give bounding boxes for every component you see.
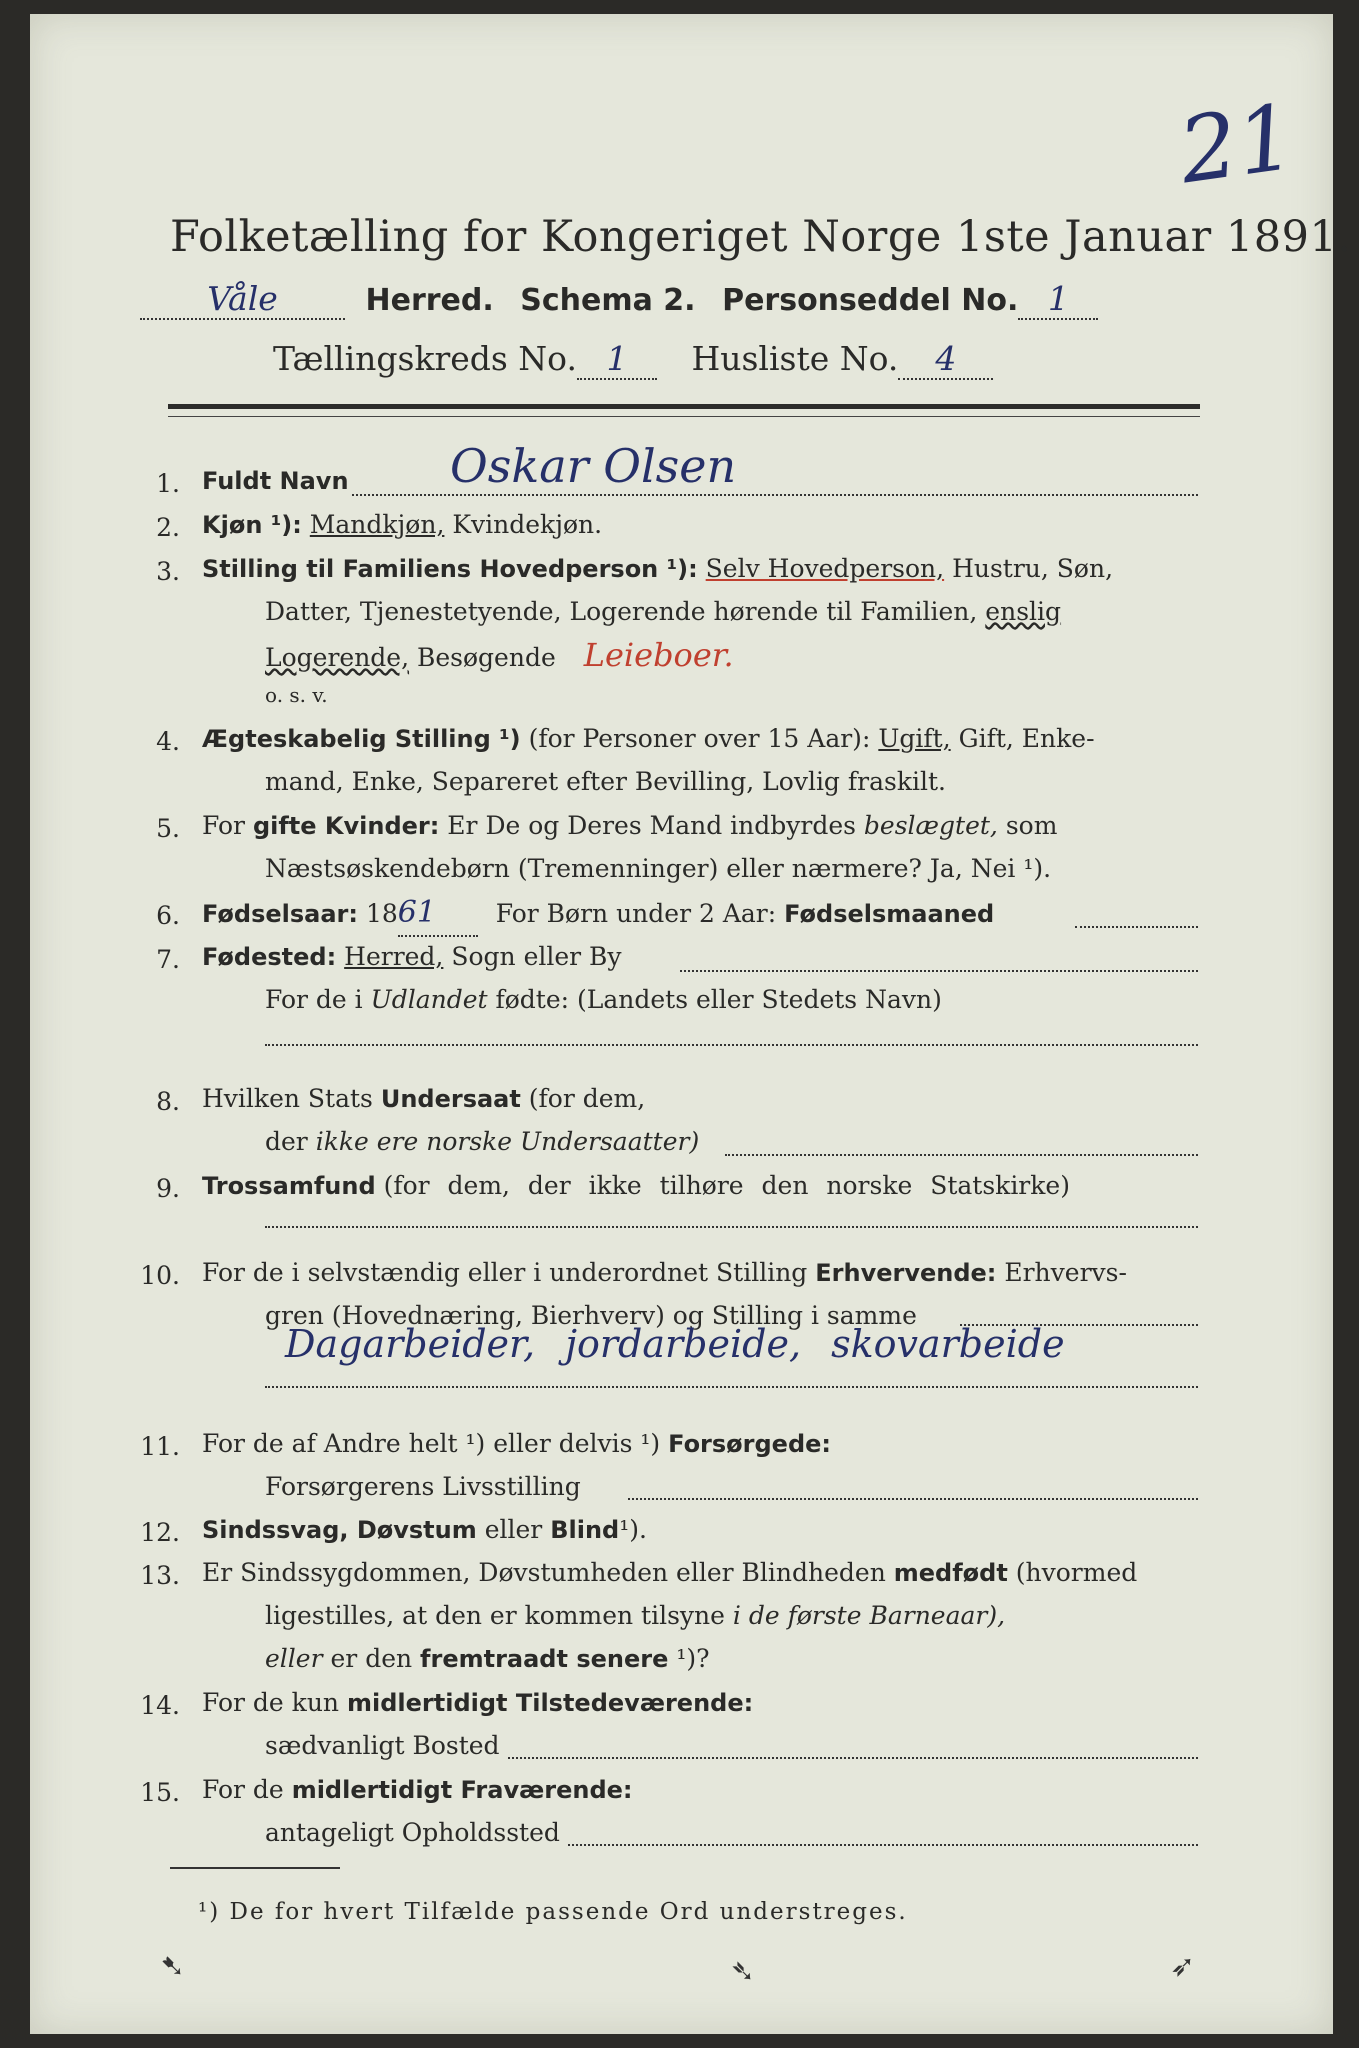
footnote: ¹) De for hvert Tilfælde passende Ord understreges. — [198, 1899, 908, 1925]
item-number: 11. — [140, 1432, 180, 1461]
item-number: 12. — [140, 1518, 180, 1547]
item-5-married-women: For gifte Kvinder: Er De og Deres Mand indbyrdes beslægtet, som — [202, 811, 1058, 840]
husliste-field: 4 — [898, 339, 993, 380]
item-11-supported: For de af Andre helt ¹) eller delvis ¹) Forsørgede: — [202, 1429, 832, 1458]
item-number: 3. — [156, 557, 180, 586]
item-2-sex: Kjøn ¹): Mandkjøn, Kvindekjøn. — [202, 510, 603, 539]
handwritten-page-number: 21 — [1173, 84, 1302, 205]
item-6-birth-year: Fødselsaar: 1861 For Børn under 2 Aar: Fødselsmaaned — [202, 892, 994, 937]
item-number: 2. — [156, 513, 180, 542]
margin-mark-center: ➴ — [730, 1954, 756, 1989]
form-title: Folketælling for Kongeriget Norge 1ste Januar 1891. — [170, 212, 1352, 262]
item-number: 9. — [156, 1174, 180, 1203]
item-1-full-name: Fuldt Navn — [202, 467, 349, 495]
item-number: 4. — [156, 727, 180, 756]
margin-mark-left: ➷ — [160, 1949, 186, 1984]
item-9-religion: Trossamfund (for dem, der ikke tilhøre den norske Statskirke) — [202, 1171, 1070, 1200]
item-number: 8. — [156, 1087, 180, 1116]
item-14-temporary-present: For de kun midlertidigt Tilstedeværende: — [202, 1688, 754, 1717]
item-3-position: Stilling til Familiens Hovedperson ¹): Selv Hovedperson, Hustru, Søn, — [202, 554, 1114, 583]
item-8-citizenship: Hvilken Stats Undersaat (for dem, — [202, 1084, 646, 1113]
item-number: 5. — [156, 814, 180, 843]
item-number: 6. — [156, 901, 180, 930]
item-number: 15. — [140, 1778, 180, 1807]
item-4-marital: Ægteskabelig Stilling ¹) (for Personer over 15 Aar): Ugift, Gift, Enke- — [202, 724, 1095, 753]
header-rule-thin — [168, 416, 1200, 417]
item-number: 13. — [140, 1561, 180, 1590]
herred-field: Våle — [140, 279, 345, 320]
birth-year-value: 61 — [397, 895, 436, 930]
census-form: 21 Folketælling for Kongeriget Norge 1ste Januar 1891. Våle Herred. Schema 2. Personseddel No. 1 Tællingskreds No. 1 Husliste No. 4 1. Fuldt Navn Oskar Olsen 2. Kjøn ¹): Mandkjøn, Kvindekjøn. 3. Stilling til Familiens Hovedperson ¹): Selv Hovedperson, Hustru, Søn, Datter, Tjenestetyende, Logerende hørende til Familien, enslig Logerende, Besøgende Leieboer. o. s. v. 4. Ægteskabelig Stilling ¹) (for Personer over 15 Aar): Ugift, Gift, Enke- mand, Enke, Separeret efter Bevilling, Lovlig fraskilt. 5. For gifte Kvinder: Er De og Deres Mand indbyrdes beslægtet, som Næstsøskendebørn (Tremenninger) eller nærmere? Ja, Nei ¹). 6. Fødselsaar: 1861 For Børn under 2 Aar: Fødselsmaaned 7. Fødested: Herred, Sogn eller By For de i Udlandet fødte: (Landets eller Stedets Navn) 8. Hvilken Stats Undersaat (for dem, der ikke ere norske Undersaatter) 9. Trossamfund (for dem, der ikke tilhøre den norske Statskirke) 10. For de i selvstændig eller i underordnet Stilling Erhvervende: Erhvervs- gren (Hovednæring, Bierhverv) og Stilling i samme Dagarbeider, jordarbeide, skovarbeide 11. For de af Andre helt ¹) eller delvis ¹) Forsørgede: Forsørgerens Livsstilling 12. Sindssvag, Døvstum eller Blind¹). 13. Er Sindssygdommen, Døvstumheden eller Blindheden medfødt (hvormed ligestilles, at den er kommen tilsyne i de første Barneaar), eller er den fremtraadt senere ¹)? 14. For de kun midlertidigt Tilstedeværende: sædvanligt Bosted 15. For de midlertidigt Fraværende: antageligt Opholdssted ¹) De for hvert Tilfælde passende Ord understreges. ➷ ➴ ➶ — [30, 14, 1333, 2034]
footnote-rule — [170, 1867, 340, 1869]
header-line-herred: Våle Herred. Schema 2. Personseddel No. 1 — [140, 279, 1098, 320]
item-number: 1. — [156, 469, 180, 498]
header-line-kreds: Tællingskreds No. 1 Husliste No. 4 — [273, 339, 993, 380]
name-value: Oskar Olsen — [450, 439, 737, 493]
item-number: 14. — [140, 1691, 180, 1720]
occupation-value: Dagarbeider, jordarbeide, skovarbeide — [285, 1322, 1065, 1366]
personseddel-field: 1 — [1018, 279, 1098, 320]
item-12-disability: Sindssvag, Døvstum eller Blind¹). — [202, 1515, 647, 1544]
item-7-birthplace: Fødested: Herred, Sogn eller By — [202, 942, 622, 971]
margin-mark-right: ➶ — [1170, 1949, 1196, 1984]
item-13-congenital: Er Sindssygdommen, Døvstumheden eller Blindheden medfødt (hvormed — [202, 1558, 1138, 1587]
item-15-temporary-absent: For de midlertidigt Fraværende: — [202, 1775, 633, 1804]
position-value: Leieboer. — [583, 636, 734, 674]
kreds-field: 1 — [577, 339, 657, 380]
header-rule — [168, 404, 1200, 409]
item-number: 10. — [140, 1261, 180, 1290]
item-10-occupation: For de i selvstændig eller i underordnet Stilling Erhvervende: Erhvervs- — [202, 1258, 1127, 1287]
item-number: 7. — [156, 945, 180, 974]
